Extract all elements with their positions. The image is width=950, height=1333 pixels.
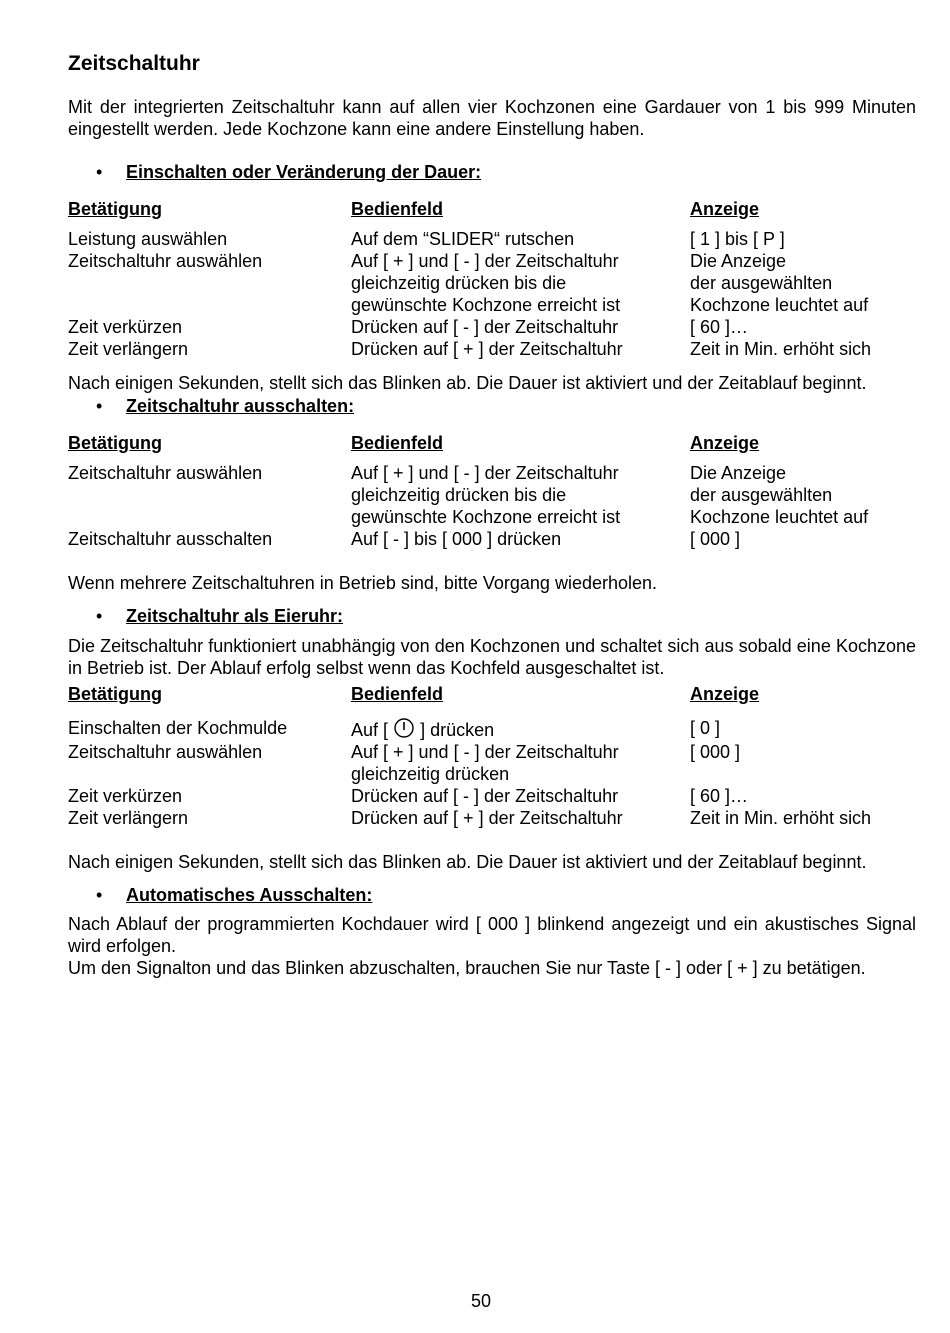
document-page (68, 50, 916, 979)
column-header-bedienfeld: Bedienfeld (351, 684, 444, 704)
cell-anzeige: [ 000 ] (690, 529, 741, 549)
cell-anzeige: Zeit in Min. erhöht sich (690, 808, 872, 828)
table-row (68, 717, 916, 741)
section-heading-eieruhr: • Zeitschaltuhr als Eieruhr: (96, 606, 344, 626)
cell-betaetigung: Zeitschaltuhr auswählen (68, 251, 263, 271)
section3-intro: Die Zeitschaltuhr funktioniert unabhängig von den Kochzonen und schaltet sich aus sobald eine Kochzone in Betrieb ist. Der Ablauf erfolg selbst wenn das Kochfeld ausgeschaltet ist. (68, 636, 916, 678)
column-header-betaetigung: Betätigung (68, 684, 162, 704)
section-heading-ausschalten: • Zeitschaltuhr ausschalten: (96, 396, 355, 416)
cell-bedienfeld: Auf [ - ] bis [ 000 ] drücken (351, 529, 562, 549)
cell-anzeige: [ 0 ] (690, 718, 721, 738)
table-row (68, 785, 916, 807)
table-header (68, 683, 916, 705)
cell-betaetigung: Zeit verkürzen (68, 317, 183, 337)
section4-paragraph1: Nach Ablauf der programmierten Kochdauer wird [ 000 ] blinkend angezeigt und ein akustisches Signal wird erfolgen. (68, 914, 916, 956)
table-row (68, 228, 916, 250)
table-section3 (68, 717, 916, 829)
cell-anzeige: Zeit in Min. erhöht sich (690, 339, 872, 359)
cell-anzeige: [ 000 ] (690, 742, 741, 762)
column-header-anzeige: Anzeige (690, 433, 760, 453)
table-header (68, 432, 916, 454)
column-header-anzeige: Anzeige (690, 199, 760, 219)
table-section2 (68, 462, 916, 550)
cell-bedienfeld: Auf dem “SLIDER“ rutschen (351, 229, 575, 249)
power-icon (393, 717, 415, 739)
cell-anzeige: Die Anzeige der ausgewählten Kochzone leuchtet auf (690, 463, 869, 527)
page-number: 50 (470, 1291, 492, 1311)
cell-bedienfeld: Drücken auf [ - ] der Zeitschaltuhr (351, 786, 619, 806)
cell-betaetigung: Zeit verkürzen (68, 786, 183, 806)
bullet-icon: • (96, 885, 103, 905)
cell-bedienfeld: Auf [ + ] und [ - ] der Zeitschaltuhr gleichzeitig drücken bis die gewünschte Kochzone erreicht ist (351, 251, 621, 315)
page-title: Zeitschaltuhr (68, 52, 200, 75)
cell-betaetigung: Zeit verlängern (68, 808, 189, 828)
bullet-icon: • (96, 162, 103, 182)
bullet-icon: • (96, 396, 103, 416)
cell-bedienfeld: Auf [ + ] und [ - ] der Zeitschaltuhr gleichzeitig drücken (351, 742, 619, 784)
cell-anzeige: [ 1 ] bis [ P ] (690, 229, 785, 249)
table-section1 (68, 228, 916, 360)
column-header-betaetigung: Betätigung (68, 199, 162, 219)
cell-betaetigung: Zeitschaltuhr auswählen (68, 742, 263, 762)
cell-anzeige: [ 60 ]… (690, 786, 749, 806)
cell-bedienfeld: Drücken auf [ - ] der Zeitschaltuhr (351, 317, 619, 337)
cell-betaetigung: Zeitschaltuhr ausschalten (68, 529, 273, 549)
section4-paragraph2: Um den Signalton und das Blinken abzuschalten, brauchen Sie nur Taste [ - ] oder [ + ] zu betätigen. (68, 958, 866, 978)
cell-betaetigung: Einschalten der Kochmulde (68, 718, 288, 738)
section-heading-einschalten: • Einschalten oder Veränderung der Dauer: (96, 162, 482, 182)
column-header-bedienfeld: Bedienfeld (351, 199, 444, 219)
intro-paragraph: Mit der integrierten Zeitschaltuhr kann auf allen vier Kochzonen eine Gardauer von 1 bis 999 Minuten eingestellt werden. Jede Kochzone kann eine andere Einstellung haben. (68, 97, 916, 139)
cell-bedienfeld: Drücken auf [ + ] der Zeitschaltuhr (351, 808, 623, 828)
cell-betaetigung: Zeit verlängern (68, 339, 189, 359)
table-row (68, 807, 916, 829)
cell-betaetigung: Zeitschaltuhr auswählen (68, 463, 263, 483)
section2-note: Wenn mehrere Zeitschaltuhren in Betrieb sind, bitte Vorgang wiederholen. (68, 573, 658, 593)
cell-bedienfeld: Drücken auf [ + ] der Zeitschaltuhr (351, 339, 623, 359)
table-row (68, 528, 916, 550)
table-row (68, 316, 916, 338)
cell-bedienfeld: Auf [ + ] und [ - ] der Zeitschaltuhr gleichzeitig drücken bis die gewünschte Kochzone erreicht ist (351, 463, 621, 527)
column-header-anzeige: Anzeige (690, 684, 760, 704)
table-row (68, 250, 916, 316)
column-header-betaetigung: Betätigung (68, 433, 162, 453)
cell-betaetigung: Leistung auswählen (68, 229, 228, 249)
column-header-bedienfeld: Bedienfeld (351, 433, 444, 453)
table-header (68, 198, 916, 220)
cell-anzeige: Die Anzeige der ausgewählten Kochzone leuchtet auf (690, 251, 869, 315)
section-heading-automatisch: • Automatisches Ausschalten: (96, 885, 373, 905)
table-row (68, 741, 916, 785)
section1-note: Nach einigen Sekunden, stellt sich das Blinken ab. Die Dauer ist aktiviert und der Zeitablauf beginnt. (68, 373, 867, 393)
cell-bedienfeld: Auf [ ] drücken (351, 717, 690, 741)
cell-anzeige: [ 60 ]… (690, 317, 749, 337)
table-row (68, 338, 916, 360)
bullet-icon: • (96, 606, 103, 626)
section3-note: Nach einigen Sekunden, stellt sich das Blinken ab. Die Dauer ist aktiviert und der Zeitablauf beginnt. (68, 852, 867, 872)
table-row (68, 462, 916, 528)
